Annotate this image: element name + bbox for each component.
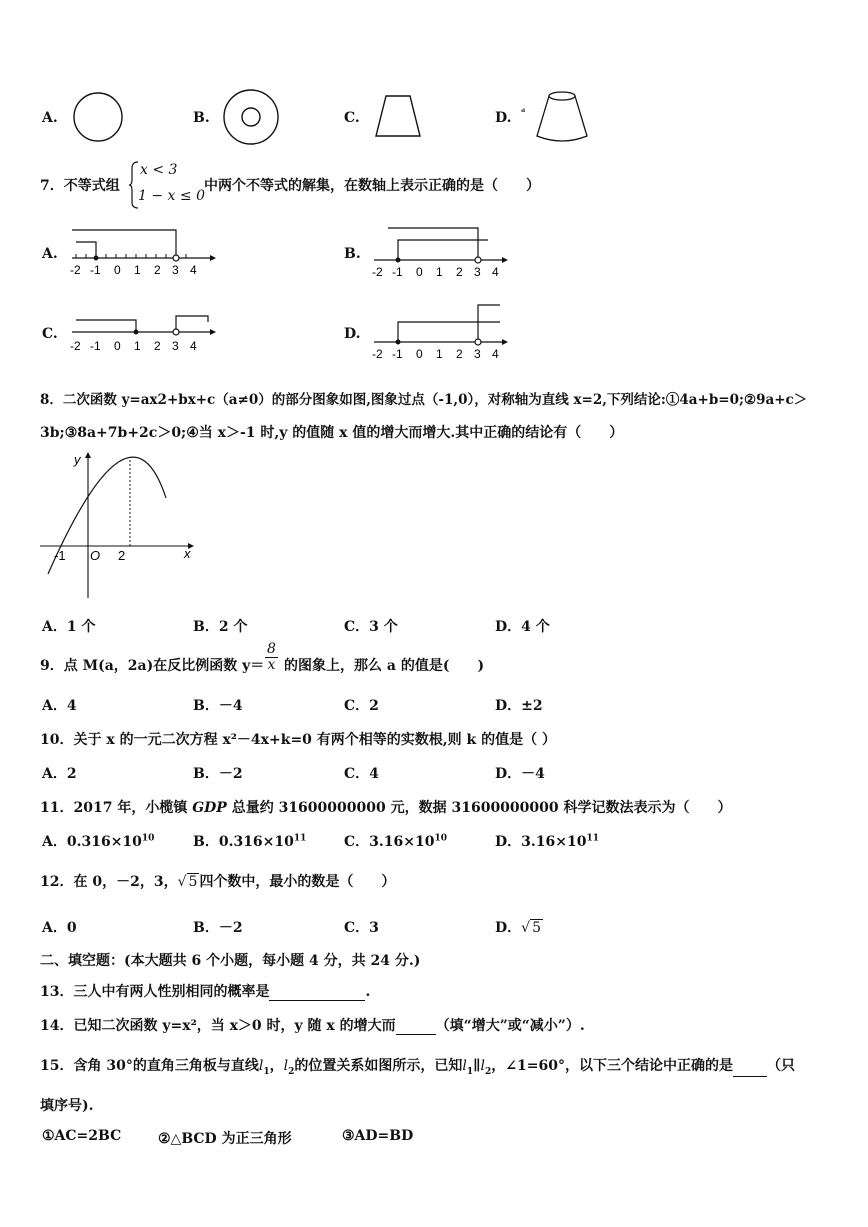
tick-label: 1 (134, 339, 141, 353)
q7-option-d-label: D. (344, 326, 361, 342)
tick-label: 1 (134, 263, 141, 277)
q10-option-d: D．－4 (495, 766, 545, 782)
q12-option-d: D．√ 5 (495, 920, 541, 936)
q13-text: 13．三人中有两人性别相同的概率是 . (40, 984, 371, 1000)
tick-label: 2 (154, 263, 161, 277)
q12-option-b: B．－2 (193, 920, 243, 936)
tick-label: -2 (70, 263, 81, 277)
q9-prefix: 9．点 M(a，2a)在反比例函数 y＝ (40, 658, 265, 674)
q8-option-a: A．1 个 (42, 619, 96, 635)
q7-prefix: 7．不等式组 (40, 178, 120, 194)
q9-option-a: A．4 (42, 698, 77, 714)
answer-blank (396, 1020, 436, 1035)
q11-option-a: A．$0.316\times 10^{10}$ (42, 833, 155, 850)
q8-option-c: C．3 个 (344, 619, 398, 635)
tick-label: 1 (436, 265, 443, 279)
tick-label: 4 (190, 263, 197, 277)
q9-option-c: C．2 (344, 698, 379, 714)
q10-text: 10．关于 x 的一元二次方程 x²－4x+k=0 有两个相等的实数根,则 k 的值是（ ） (40, 732, 556, 748)
q8-line-2: 3b;③8a+7b+2c＞0;④当 x＞-1 时,y 的值随 x 值的增大而增大.其中正确的结论有（ ） (40, 425, 624, 441)
sqrt-icon: √ 5 (521, 920, 541, 936)
q7-inequality-1: x < 3 (140, 162, 178, 178)
q9-numerator: 8 (267, 641, 276, 657)
q11-pre: 11．2017 年，小榄镇 (40, 800, 193, 816)
section-heading: 二、填空题：(本大题共 6 个小题，每小题 4 分，共 24 分.) (40, 953, 421, 969)
q6-option-a-label: A. (42, 110, 58, 126)
answer-blank (269, 986, 365, 1001)
tick-label: 4 (492, 347, 499, 361)
q15-line-1: 15．含角 30°的直角三角板与直线$l_1$，$l_2$的位置关系如图所示，已知$l_1\parallel l_2$，∠1=60°，以下三个结论中正确的是 （只 (40, 1058, 795, 1077)
q15-conclusion-1: ①AC=2BC (42, 1128, 122, 1144)
q11-option-b: B．$0.316\times 10^{11}$ (193, 833, 307, 850)
tick-label: 2 (154, 339, 161, 353)
q9-suffix: 的图象上，那么 a 的值是( ) (284, 658, 485, 674)
q10-option-c: C．4 (344, 766, 379, 782)
tick-label: 2 (456, 347, 463, 361)
q15-conclusion-3: ③AD=BD (342, 1128, 414, 1144)
ring-figure (222, 88, 280, 146)
number-line-c (68, 312, 218, 358)
tick-label: 4 (492, 265, 499, 279)
tick-label: 4 (190, 339, 197, 353)
q11-post: 总量约 31600000000 元，数据 31600000000 科学记数法表示为（ ） (226, 800, 732, 816)
x-axis-label: x (184, 546, 191, 561)
tick-label: -1 (392, 347, 403, 361)
q9-option-b: B．－4 (193, 698, 243, 714)
tick-label-neg1: -1 (54, 548, 66, 563)
q8-option-b: B．2 个 (193, 619, 248, 635)
sqrt-icon: √ 5 (177, 874, 198, 890)
q7-option-a-label: A. (42, 246, 58, 262)
q6-option-d-label: D. (495, 110, 512, 126)
tick-label: -1 (90, 339, 101, 353)
tick-label: 3 (474, 347, 481, 361)
tick-label: 0 (114, 263, 121, 277)
q12-text (40, 871, 395, 891)
tick-label: 0 (416, 347, 423, 361)
q6-option-c-label: C. (344, 110, 360, 126)
tick-label: -2 (372, 347, 383, 361)
circle-figure (72, 90, 124, 144)
q9-fraction (265, 642, 278, 672)
tick-label: -1 (392, 265, 403, 279)
tick-label-2: 2 (118, 548, 126, 563)
tick-label: 2 (456, 265, 463, 279)
tick-label: -2 (372, 265, 383, 279)
q11-text (40, 797, 732, 817)
y-axis-label: y (74, 452, 81, 467)
q12-post: 四个数中，最小的数是（ ） (199, 874, 396, 890)
trapezoid-figure (372, 94, 424, 140)
q15-conclusion-2: ②△BCD 为正三角形 (158, 1131, 292, 1147)
frustum-figure (534, 88, 590, 146)
origin-label: O (90, 548, 101, 563)
q6-option-b-label: B. (193, 110, 210, 126)
parabola-graph (38, 448, 200, 600)
q15-line-2: 填序号). (40, 1098, 94, 1114)
tick-label: -2 (70, 339, 81, 353)
tick-label: 3 (172, 263, 179, 277)
number-line-b (370, 226, 510, 282)
q6-d-mark: ᵈ (521, 108, 526, 118)
q8-line-1: 8．二次函数 y=ax2+bx+c（a≠0）的部分图象如图,图象过点（-1,0），对称轴为直线 x=2,下列结论:①4a+b=0;②9a+c＞ (40, 392, 808, 408)
q7-inequality-2: 1 − x ≤ 0 (138, 188, 205, 204)
q7-option-b-label: B. (344, 246, 361, 262)
q12-option-a: A．0 (42, 920, 77, 936)
tick-label: 1 (436, 347, 443, 361)
q7-option-c-label: C. (42, 326, 58, 342)
tick-label: 0 (114, 339, 121, 353)
q12-pre: 12．在 0，－2，3， (40, 874, 178, 890)
q11-option-d: D．$3.16\times 10^{11}$ (495, 833, 599, 850)
number-line-a (68, 228, 218, 280)
q9-denominator: x (267, 656, 276, 673)
q12-radicand: 5 (188, 874, 198, 890)
tick-label: 3 (172, 339, 179, 353)
number-line-d (370, 302, 510, 364)
q7-suffix: 中两个不等式的解集，在数轴上表示正确的是（ ） (204, 178, 540, 194)
tick-label: 3 (474, 265, 481, 279)
answer-blank (733, 1062, 767, 1077)
q14-text: 14．已知二次函数 y=x²，当 x＞0 时，y 随 x 的增大而 （填“增大”或“减小”）. (40, 1018, 585, 1034)
q9-option-d: D．±2 (495, 698, 543, 714)
q8-option-d: D．4 个 (495, 619, 550, 635)
q10-option-b: B．－2 (193, 766, 243, 782)
q12-option-c: C．3 (344, 920, 379, 936)
q10-option-a: A．2 (42, 766, 77, 782)
q11-option-c: C．$3.16\times 10^{10}$ (344, 833, 447, 850)
tick-label: -1 (90, 263, 101, 277)
q11-gdp: GDP (192, 800, 227, 816)
tick-label: 0 (416, 265, 423, 279)
